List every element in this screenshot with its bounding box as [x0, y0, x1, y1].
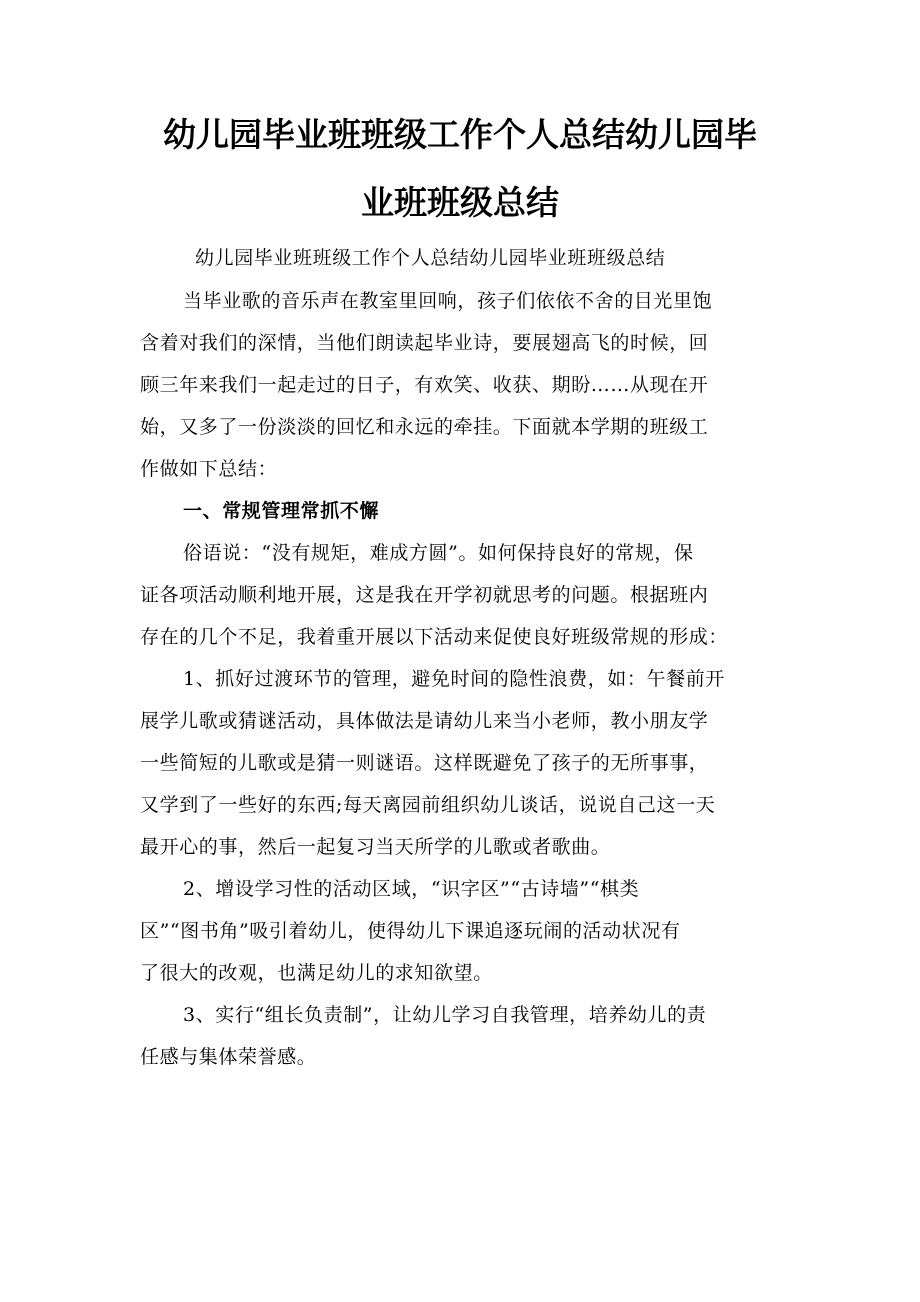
paragraph-line: 存在的几个不足，我着重开展以下活动来促使良好班级常规的形成：	[140, 626, 729, 648]
paragraph-line: 作做如下总结：	[140, 458, 278, 480]
paragraph-line: 区”“图书角”吸引着幼儿，使得幼儿下课追逐玩闹的活动状况有	[140, 920, 681, 942]
document-title-line-2: 业班班级总结	[361, 183, 559, 222]
paragraph-line: 1、抓好过渡环节的管理，避免时间的隐性浪费，如：午餐前开	[183, 668, 725, 690]
paragraph-line: 含着对我们的深情，当他们朗读起毕业诗，要展翅高飞的时候，回	[140, 332, 709, 354]
paragraph-line: 当毕业歌的音乐声在教室里回响，孩子们依依不舍的目光里饱	[183, 290, 713, 312]
paragraph-line: 又学到了一些好的东西;每天离园前组织幼儿谈话，说说自己这一天	[140, 794, 716, 816]
paragraph-line: 证各项活动顺利地开展，这是我在开学初就思考的问题。根据班内	[140, 584, 709, 606]
paragraph-line: 俗语说：“没有规矩，难成方圆”。如何保持良好的常规，保	[183, 542, 694, 564]
paragraph-line: 始，又多了一份淡淡的回忆和永远的牵挂。下面就本学期的班级工	[140, 416, 709, 438]
document-title-line-1: 幼儿园毕业班班级工作个人总结幼儿园毕	[163, 115, 757, 154]
paragraph-line: 展学儿歌或猜谜活动，具体做法是请幼儿来当小老师，教小朋友学	[140, 710, 709, 732]
section-heading: 一、常规管理常抓不懈	[183, 500, 380, 522]
paragraph-line: 最开心的事，然后一起复习当天所学的儿歌或者歌曲。	[140, 836, 611, 858]
paragraph-line: 2、增设学习性的活动区域，“识字区”“古诗墙”“棋类	[183, 878, 640, 900]
paragraph-line: 任感与集体荣誉感。	[140, 1046, 317, 1068]
subtitle-line: 幼儿园毕业班班级工作个人总结幼儿园毕业班班级总结	[195, 247, 666, 269]
paragraph-line: 了很大的改观，也满足幼儿的求知欲望。	[140, 962, 493, 984]
paragraph-line: 一些简短的儿歌或是猜一则谜语。这样既避免了孩子的无所事事，	[140, 752, 709, 774]
paragraph-line: 顾三年来我们一起走过的日子，有欢笑、收获、期盼……从现在开	[140, 374, 709, 396]
paragraph-line: 3、实行“组长负责制”，让幼儿学习自我管理，培养幼儿的责	[183, 1004, 707, 1026]
